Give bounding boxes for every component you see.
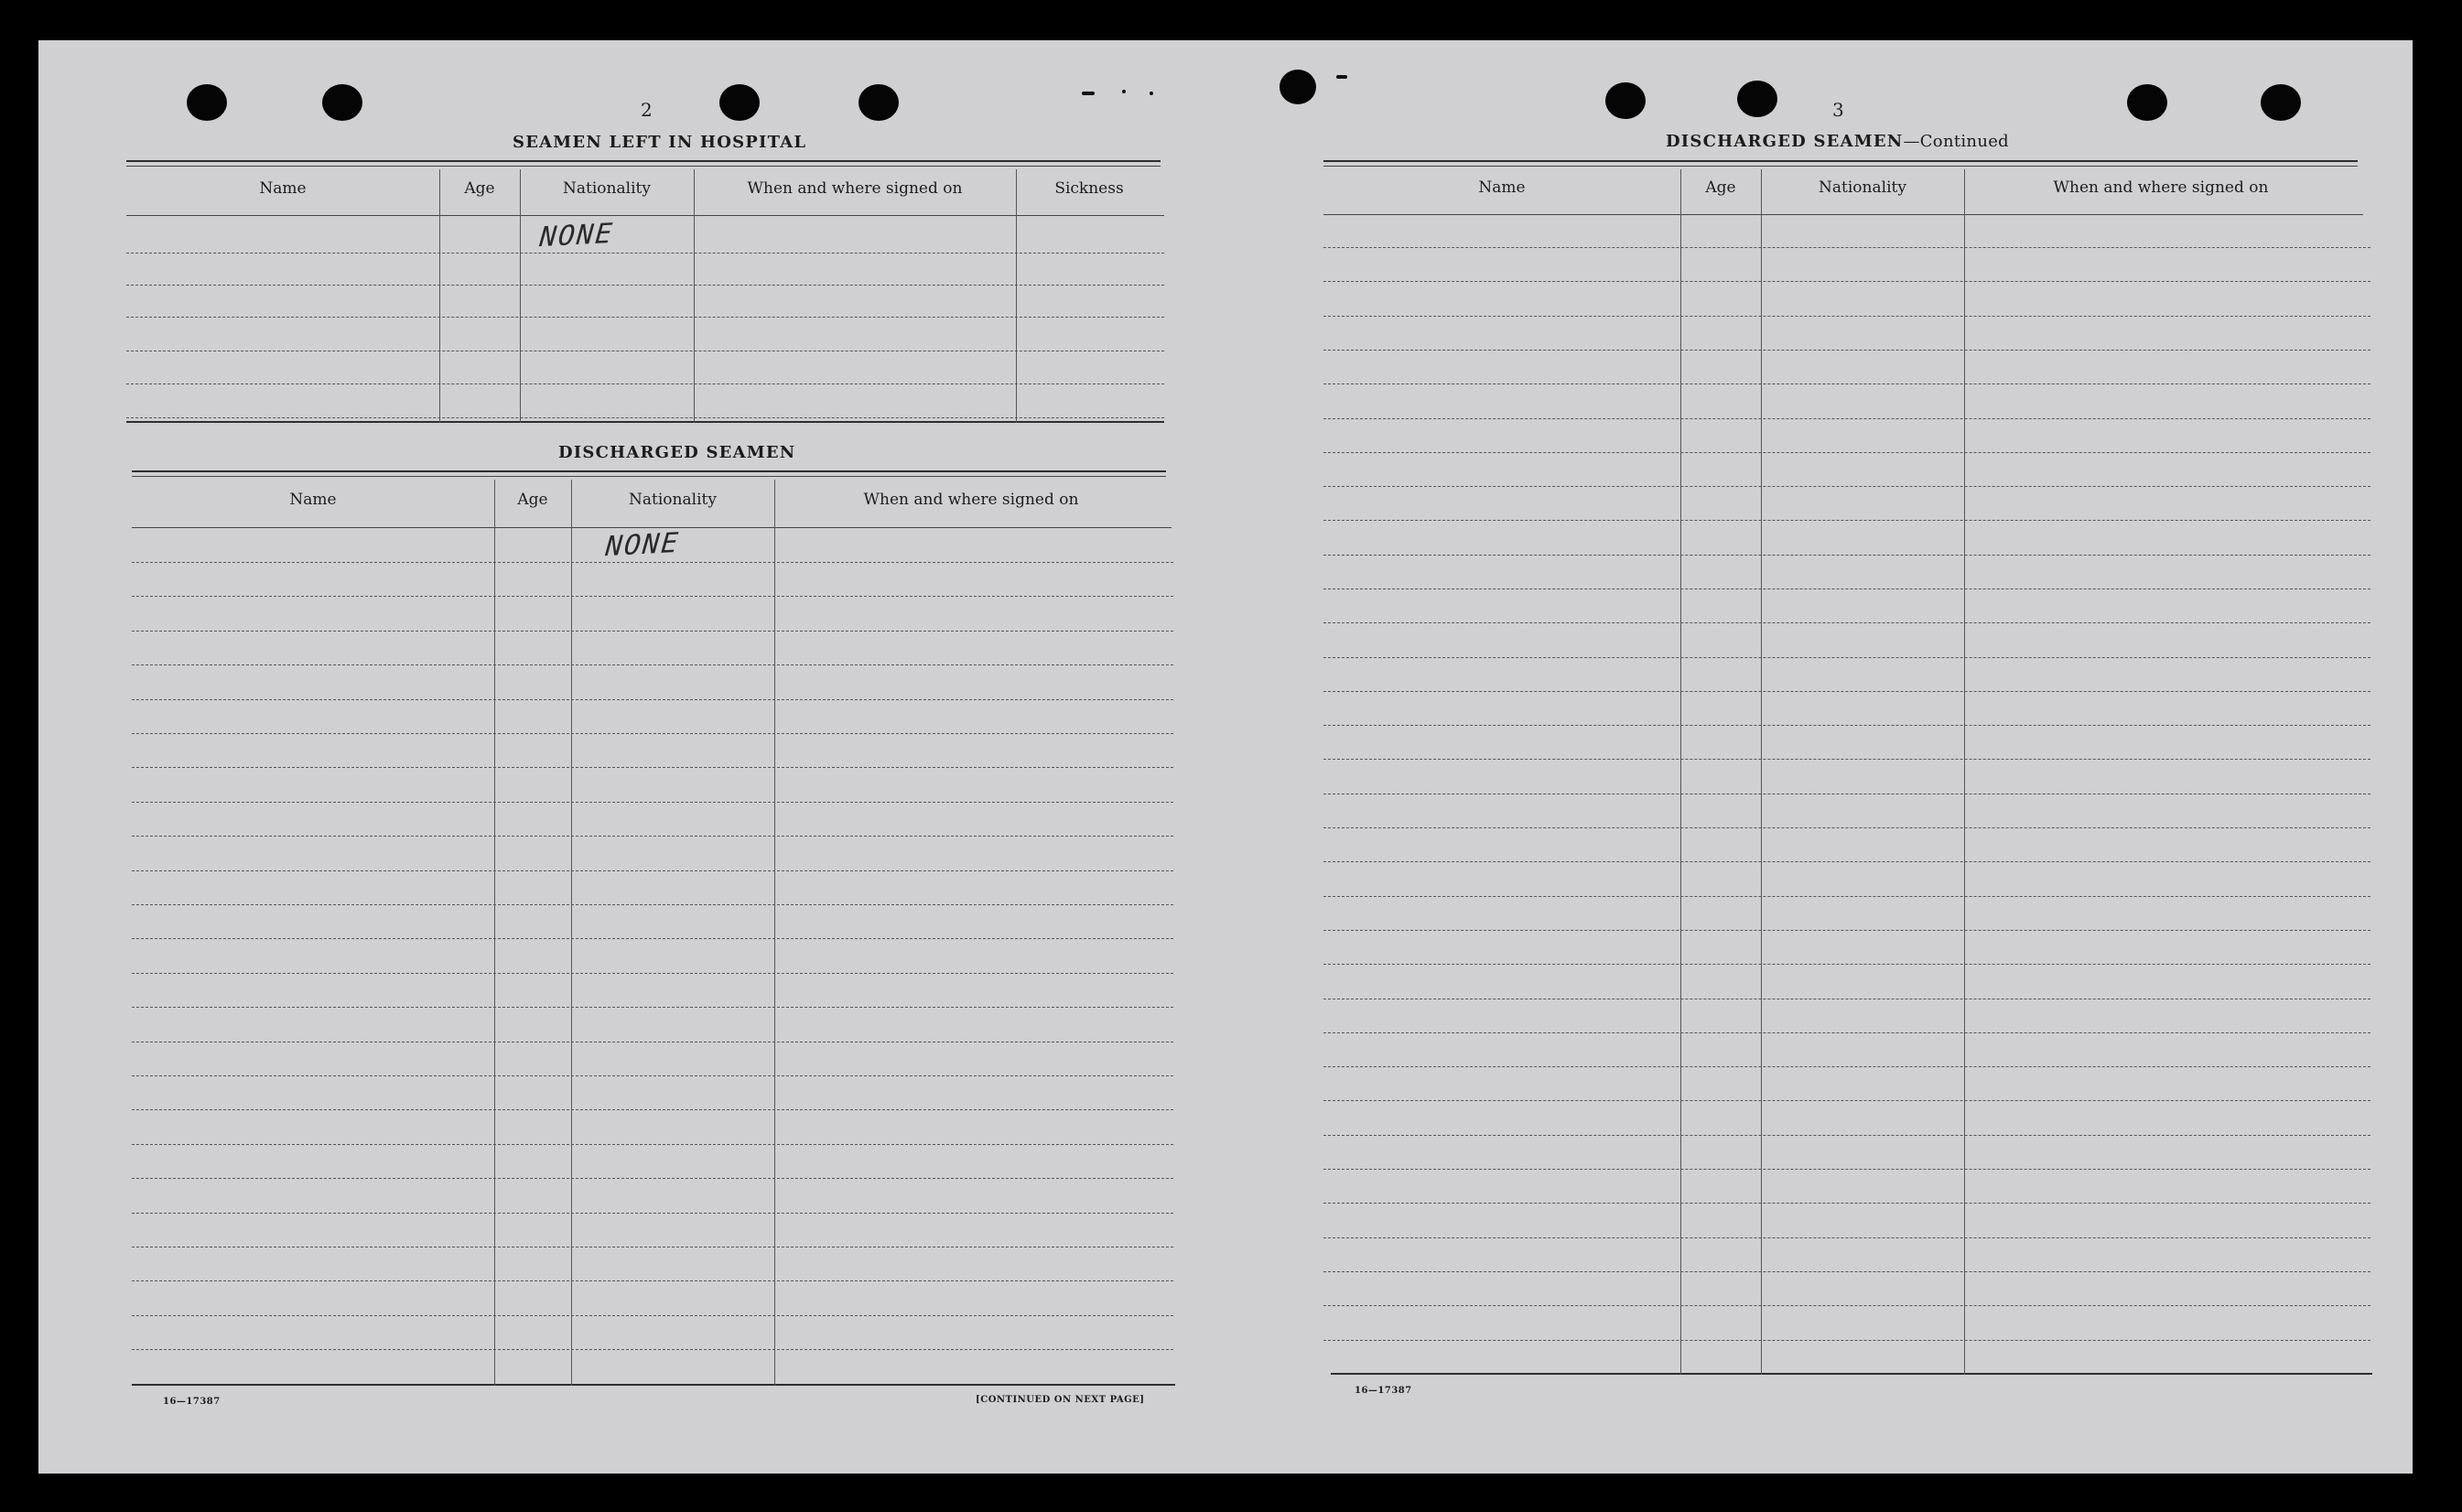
punch-hole bbox=[858, 84, 899, 121]
table-row-line bbox=[132, 836, 1173, 837]
column-header-sickness: Sickness bbox=[1054, 179, 1124, 198]
table-row-line bbox=[1323, 350, 2370, 351]
table-row-line bbox=[132, 733, 1173, 734]
column-header-name: Name bbox=[289, 491, 337, 509]
table-top-rule bbox=[1323, 166, 2358, 167]
table-row-line bbox=[132, 1315, 1173, 1316]
column-divider bbox=[494, 480, 495, 1386]
table-row-line bbox=[1323, 486, 2370, 487]
table-top-rule bbox=[126, 160, 1161, 162]
table-row-line bbox=[1323, 759, 2370, 760]
table-row-line bbox=[1323, 657, 2370, 658]
table-row-line bbox=[132, 699, 1173, 700]
table-row-line bbox=[126, 383, 1164, 384]
table-row-line bbox=[1323, 622, 2370, 623]
table-row-line bbox=[1323, 964, 2370, 965]
table-row-line bbox=[132, 904, 1173, 905]
table-row-line bbox=[132, 1213, 1173, 1214]
table-row-line bbox=[132, 1109, 1173, 1110]
table-row-line bbox=[132, 596, 1173, 597]
column-divider bbox=[1680, 169, 1681, 1375]
punch-hole bbox=[187, 84, 227, 121]
column-header-signed-on: When and where signed on bbox=[2053, 178, 2269, 197]
table-row-line bbox=[1323, 316, 2370, 317]
column-divider bbox=[1016, 169, 1017, 423]
table-row-line bbox=[1323, 827, 2370, 828]
table-row-line bbox=[1323, 1032, 2370, 1033]
punch-hole bbox=[1605, 82, 1646, 119]
discharged-continued-title-text: DISCHARGED SEAMEN bbox=[1666, 132, 1904, 151]
table-row-line bbox=[132, 973, 1173, 974]
table-row-line bbox=[1323, 1066, 2370, 1067]
column-divider bbox=[774, 480, 775, 1386]
column-header-name: Name bbox=[259, 179, 307, 198]
column-header-age: Age bbox=[1705, 178, 1736, 197]
continued-suffix: —Continued bbox=[1903, 132, 2009, 151]
column-divider bbox=[1964, 169, 1965, 1375]
form-number: 16—17387 bbox=[1355, 1386, 1412, 1396]
table-row-line bbox=[132, 631, 1173, 632]
column-divider bbox=[520, 169, 521, 423]
table-row-line bbox=[132, 664, 1173, 665]
table-bottom-rule bbox=[1331, 1373, 2372, 1375]
table-row-line bbox=[1323, 1100, 2370, 1101]
table-row-line bbox=[1323, 1237, 2370, 1238]
table-top-rule bbox=[1323, 160, 2358, 162]
table-row-line bbox=[1323, 1305, 2370, 1306]
table-row-line bbox=[132, 562, 1173, 563]
table-row-line bbox=[132, 1280, 1173, 1281]
table-bottom-rule bbox=[126, 421, 1164, 423]
table-row-line bbox=[126, 285, 1164, 286]
table-row-line bbox=[132, 938, 1173, 939]
table-row-line bbox=[132, 1349, 1173, 1350]
column-header-signed-on: When and where signed on bbox=[863, 491, 1079, 509]
table-row-line bbox=[1323, 1135, 2370, 1136]
table-row-line bbox=[1323, 1169, 2370, 1170]
hospital-table-title: SEAMEN LEFT IN HOSPITAL bbox=[513, 133, 807, 152]
table-row-line bbox=[1323, 452, 2370, 453]
table-row-line bbox=[1323, 418, 2370, 419]
column-header-nationality: Nationality bbox=[563, 179, 651, 198]
ink-speck bbox=[1336, 75, 1347, 79]
column-header-age: Age bbox=[464, 179, 495, 198]
header-bottom-rule bbox=[1323, 214, 2363, 215]
table-row-line bbox=[132, 1007, 1173, 1008]
column-divider bbox=[694, 169, 695, 423]
punch-hole bbox=[2261, 84, 2301, 121]
table-row-line bbox=[1323, 896, 2370, 897]
table-row-line bbox=[132, 1075, 1173, 1076]
table-row-line bbox=[1323, 861, 2370, 862]
punch-hole bbox=[2127, 84, 2167, 121]
page-number: 2 bbox=[641, 99, 653, 121]
table-row-line bbox=[132, 870, 1173, 871]
form-number: 16—17387 bbox=[163, 1397, 221, 1407]
header-bottom-rule bbox=[126, 215, 1164, 216]
discharged-table-title: DISCHARGED SEAMEN bbox=[558, 443, 796, 462]
table-row-line bbox=[1323, 1340, 2370, 1341]
column-header-age: Age bbox=[517, 491, 548, 509]
table-row-line bbox=[1323, 930, 2370, 931]
table-bottom-rule bbox=[132, 1384, 1175, 1386]
page-number: 3 bbox=[1832, 99, 1844, 121]
table-row-line bbox=[132, 1144, 1173, 1145]
table-row-line bbox=[1323, 555, 2370, 556]
ink-speck bbox=[1150, 92, 1153, 95]
column-header-signed-on: When and where signed on bbox=[747, 179, 963, 198]
punch-hole bbox=[322, 84, 362, 121]
table-row-line bbox=[1323, 725, 2370, 726]
table-row-line bbox=[1323, 1271, 2370, 1272]
table-row-line bbox=[132, 1178, 1173, 1179]
table-row-line bbox=[132, 802, 1173, 803]
continued-note: [CONTINUED ON NEXT PAGE] bbox=[976, 1395, 1145, 1405]
column-header-nationality: Nationality bbox=[629, 491, 717, 509]
table-top-rule bbox=[132, 470, 1166, 472]
table-row-line bbox=[126, 253, 1164, 254]
table-row-line bbox=[1323, 691, 2370, 692]
table-row-line bbox=[1323, 281, 2370, 282]
punch-hole bbox=[1737, 81, 1777, 117]
column-header-nationality: Nationality bbox=[1819, 178, 1906, 197]
table-row-line bbox=[1323, 247, 2370, 248]
handwritten-entry: NONE bbox=[538, 217, 616, 254]
punch-hole bbox=[1280, 70, 1316, 104]
column-divider bbox=[439, 169, 440, 423]
table-top-rule bbox=[126, 166, 1161, 167]
table-row-line bbox=[132, 767, 1173, 768]
column-divider bbox=[571, 480, 572, 1386]
handwritten-entry: NONE bbox=[604, 526, 682, 564]
table-row-line bbox=[126, 317, 1164, 318]
discharged-continued-title bbox=[1666, 132, 2009, 151]
form-sheet bbox=[38, 40, 2413, 1474]
ink-speck bbox=[1082, 92, 1095, 95]
table-row-line bbox=[126, 417, 1164, 418]
ink-speck bbox=[1122, 90, 1126, 93]
table-row-line bbox=[1323, 520, 2370, 521]
table-row-line bbox=[1323, 383, 2370, 384]
punch-hole bbox=[719, 84, 760, 121]
table-top-rule bbox=[132, 476, 1166, 477]
column-divider bbox=[1761, 169, 1762, 1375]
table-row-line bbox=[1323, 1203, 2370, 1204]
column-header-name: Name bbox=[1478, 178, 1526, 197]
